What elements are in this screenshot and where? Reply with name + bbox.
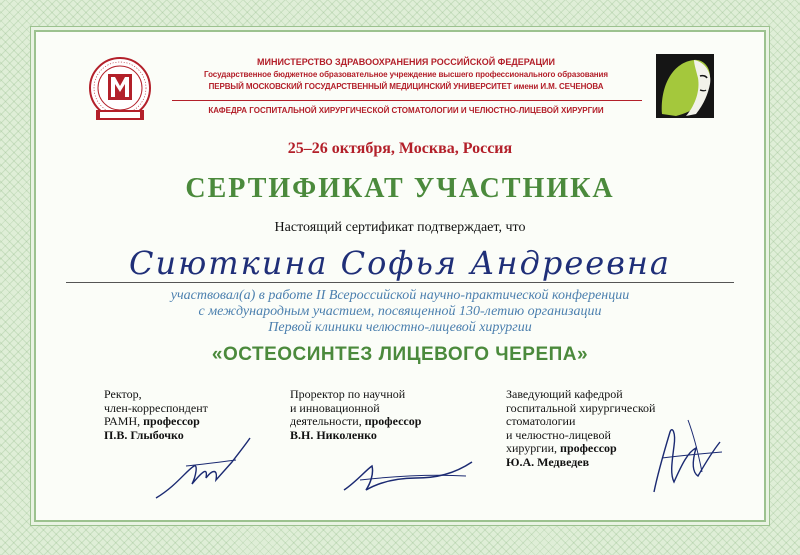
signatory-line: деятельности, профессор: [290, 414, 422, 428]
signatory-line: и инновационной: [290, 400, 380, 415]
signatory-line: стоматологии: [506, 414, 576, 428]
signatory-line: Проректор по научной: [290, 387, 406, 401]
signatory-vice-rector: [290, 388, 480, 442]
conference-name: «ОСТЕОСИНТЕЗ ЛИЦЕВОГО ЧЕРЕПА»: [211, 344, 589, 365]
participation-line-2: с международным участием, посвященной 130-летию организации: [198, 304, 602, 319]
signatory-rector: [104, 388, 254, 442]
recipient-name-handwritten: [66, 242, 734, 282]
signatory-line: Заведующий кафедрой: [506, 387, 623, 401]
signatory-name: Ю.А. Медведев: [506, 454, 590, 469]
institution-type: Государственное бюджетное образовательное учреждение высшего профессионального образования: [204, 70, 608, 79]
participation-line-3: Первой клиники челюстно-лицевой хирургии: [268, 320, 532, 335]
signatory-line: РАМН, профессор: [104, 414, 200, 428]
signatory-line: госпитальной хирургической: [506, 400, 656, 415]
department-name: КАФЕДРА ГОСПИТАЛЬНОЙ ХИРУРГИЧЕСКОЙ СТОМАТОЛОГИИ И ЧЕЛЮСТНО-ЛИЦЕВОЙ ХИРУРГИИ: [208, 106, 604, 115]
signatory-line: член-корреспондент: [104, 400, 208, 415]
confirmation-text: Настоящий сертификат подтверждает, что: [274, 220, 526, 235]
signatory-name: В.Н. Николенко: [290, 427, 377, 442]
participation-text: [36, 288, 764, 336]
rector-signature: [146, 436, 256, 506]
header-divider: [172, 100, 642, 101]
event-date-place: 25–26 октября, Москва, Россия: [287, 140, 513, 157]
university-name: ПЕРВЫЙ МОСКОВСКИЙ ГОСУДАРСТВЕННЫЙ МЕДИЦИНСКИЙ УНИВЕРСИТЕТ имени И.М. СЕЧЕНОВА: [208, 82, 604, 91]
department-head-signature: [648, 412, 728, 502]
certificate-body: [36, 32, 764, 520]
clinic-face-logo: [656, 54, 714, 118]
signatory-name: П.В. Глыбочко: [104, 427, 184, 442]
vice-rector-signature: [336, 452, 476, 498]
signatory-line: и челюстно-лицевой: [506, 427, 611, 442]
name-underline: [66, 282, 734, 283]
participation-line-1: участвовал(а) в работе II Всероссийской научно-практической конференции: [170, 288, 630, 303]
signatory-line: Ректор,: [104, 387, 142, 401]
recipient-name: Сиюткина Софья Андреевна: [129, 244, 671, 282]
university-seal-logo: [84, 54, 156, 126]
certificate-title: СЕРТИФИКАТ УЧАСТНИКА: [185, 173, 615, 204]
ministry-title: МИНИСТЕРСТВО ЗДРАВООХРАНЕНИЯ РОССИЙСКОЙ ФЕДЕРАЦИИ: [257, 57, 555, 67]
signatory-line: хирургии, профессор: [506, 441, 617, 455]
